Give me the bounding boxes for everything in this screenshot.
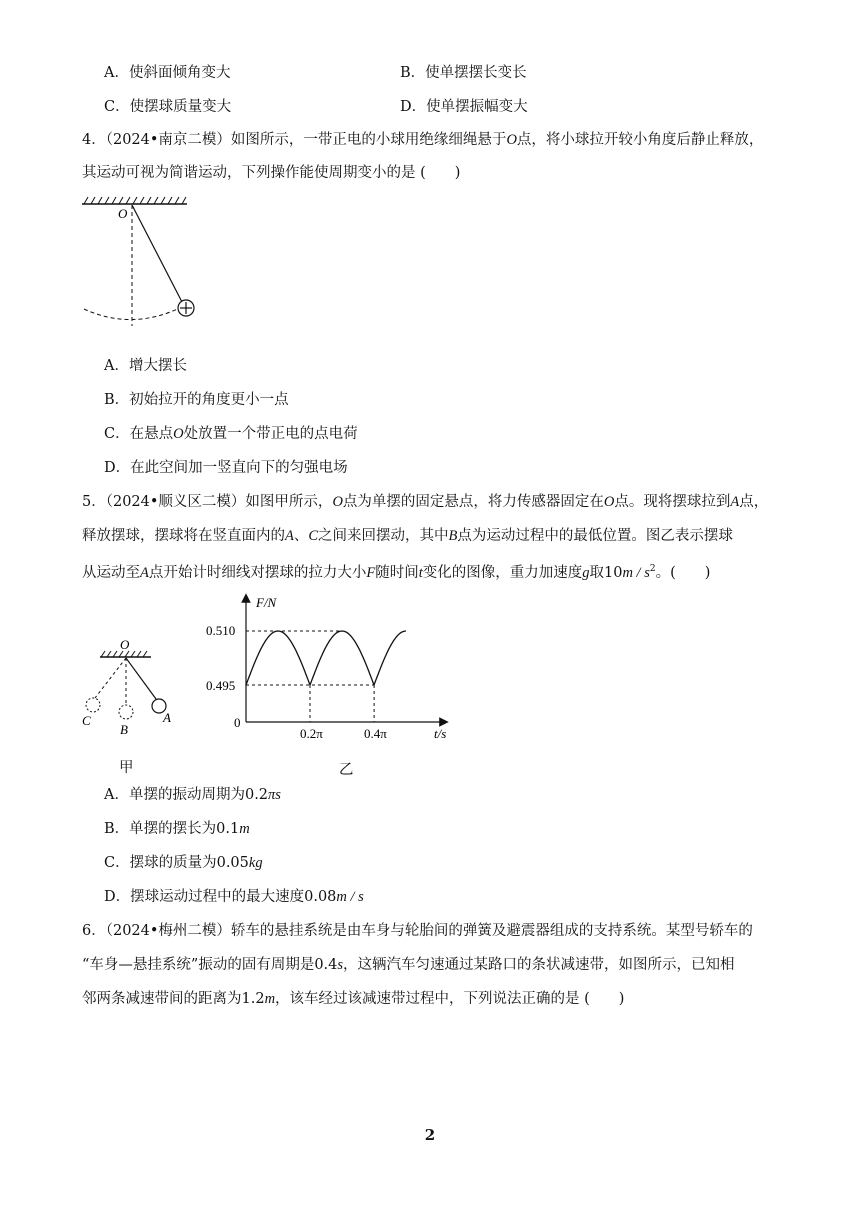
y-tick-0510: 0.510: [206, 623, 236, 638]
q3-option-a: A．使斜面倾角变大: [104, 65, 231, 81]
q4-option-b: B．初始拉开的角度更小一点: [104, 392, 289, 408]
jia-label-c: C: [82, 713, 91, 728]
q4-stem-line1: 4．（2024•南京二模）如图所示，一带正电的小球用绝缘细绳悬于O点，将小球拉开较小角度后静止释放，: [82, 132, 764, 148]
jia-label-a: A: [163, 710, 171, 725]
q4-stem-line2: 其运动可视为简谐运动，下列操作能使周期变小的是 ( ): [82, 165, 461, 181]
q3-option-b: B．使单摆摆长变长: [400, 65, 527, 81]
q5-stem-line2: 释放摆球，摆球将在竖直面内的A、C之间来回摆动，其中B点为运动过程中的最低位置。图乙表示摆球: [82, 528, 733, 544]
q6-stem-line2: “车身—悬挂系统”振动的固有周期是0.4s，这辆汽车匀速通过某路口的条状减速带，如图所示，已知相: [82, 957, 735, 973]
q5-stem-line1: 5．（2024•顺义区二模）如图甲所示，O点为单摆的固定悬点，将力传感器固定在O点。现将摆球拉到A点，: [82, 494, 769, 510]
q5-option-a: A．单摆的振动周期为0.2πs: [104, 787, 281, 803]
q5-option-d: D．摆球运动过程中的最大速度0.08m / s: [104, 889, 364, 905]
page-number: 2: [424, 1126, 436, 1144]
q4-option-d: D．在此空间加一竖直向下的匀强电场: [104, 460, 348, 476]
q6-stem-line3: 邻两条减速带间的距离为1.2m，该车经过该减速带过程中，下列说法正确的是 ( ): [82, 991, 625, 1007]
q3-option-c: C．使摆球质量变大: [104, 99, 232, 115]
q4-label-o: O: [118, 206, 128, 221]
q5-force-time-chart: [196, 590, 466, 750]
jia-label-b: B: [120, 722, 128, 737]
q5-option-b: B．单摆的摆长为0.1m: [104, 821, 250, 837]
figure-caption-yi: 乙: [339, 762, 354, 778]
x-axis-label: t/s: [434, 726, 447, 741]
q5-option-c: C．摆球的质量为0.05kg: [104, 855, 263, 871]
q4-pendulum-figure: [82, 196, 212, 326]
q4-option-c: C．在悬点O处放置一个带正电的点电荷: [104, 426, 358, 442]
y-tick-0: 0: [234, 715, 241, 730]
q5-stem-line3: 从运动至A点开始计时细线对摆球的拉力大小F随时间t变化的图像，重力加速度g取$10m / s^2$。( ): [82, 564, 711, 581]
x-tick-04pi: 0.4π: [364, 726, 387, 741]
y-axis-label: F/N: [256, 595, 277, 610]
q3-option-d: D．使单摆振幅变大: [400, 99, 528, 115]
q6-stem-line1: 6．（2024•梅州二模）轿车的悬挂系统是由车身与轮胎间的弹簧及避震器组成的支持系统。某型号轿车的: [82, 923, 753, 939]
q4-option-a: A．增大摆长: [104, 358, 187, 374]
jia-label-o: O: [120, 637, 130, 652]
force-curve: [246, 631, 406, 685]
y-tick-0495: 0.495: [206, 678, 236, 693]
x-tick-02pi: 0.2π: [300, 726, 323, 741]
q5-figure-jia: [78, 636, 188, 748]
figure-caption-jia: 甲: [119, 760, 134, 776]
